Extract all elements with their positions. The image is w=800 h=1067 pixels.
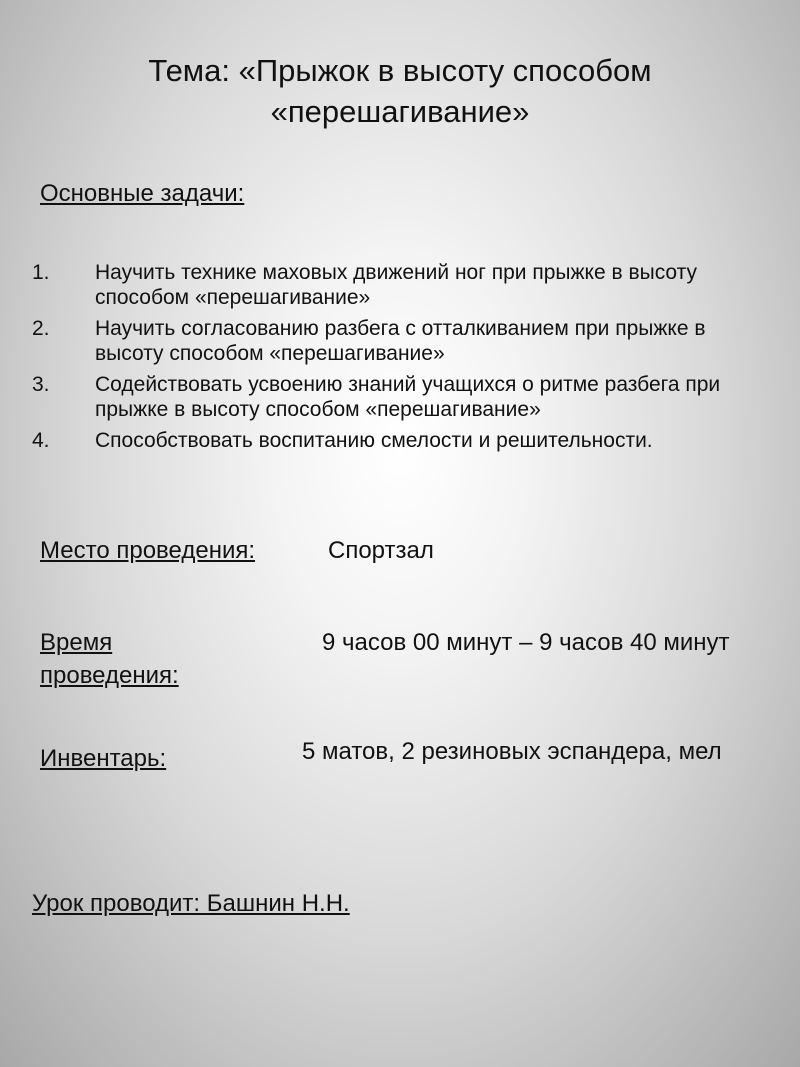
task-number: 1. [32,261,50,284]
task-number: 4. [32,429,50,452]
task-text: Научить технике маховых движений ног при прыжке в высоту способом «перешагивание» [95,261,698,309]
task-item [32,260,772,310]
teacher-line: Урок проводит: Башнин Н.Н. [32,890,350,917]
tasks-list [32,260,772,459]
inventory-label: Инвентарь: [40,745,167,772]
inventory-value: 5 матов, 2 резиновых эспандера, мел [302,738,722,765]
title-line-1: Тема: «Прыжок в высоту способом [148,53,652,88]
task-number: 3. [32,373,50,396]
task-number: 2. [32,317,50,340]
task-item [32,428,772,453]
title-line-2: «перешагивание» [270,94,530,129]
task-item [32,372,772,422]
place-value: Спортзал [328,537,434,564]
place-label: Место проведения: [40,537,256,564]
task-item [32,316,772,366]
time-value: 9 часов 00 минут – 9 часов 40 минут [322,629,730,656]
slide-title [60,50,740,132]
task-text: Способствовать воспитанию смелости и решительности. [95,429,653,452]
time-label: Время проведения: [40,629,179,689]
task-text: Научить согласованию разбега с отталкиванием при прыжке в высоту способом «перешагивание» [95,317,706,365]
tasks-heading: Основные задачи: [40,180,245,207]
task-text: Содействовать усвоению знаний учащихся о ритме разбега при прыжке в высоту способом «перешагивание» [95,373,721,421]
